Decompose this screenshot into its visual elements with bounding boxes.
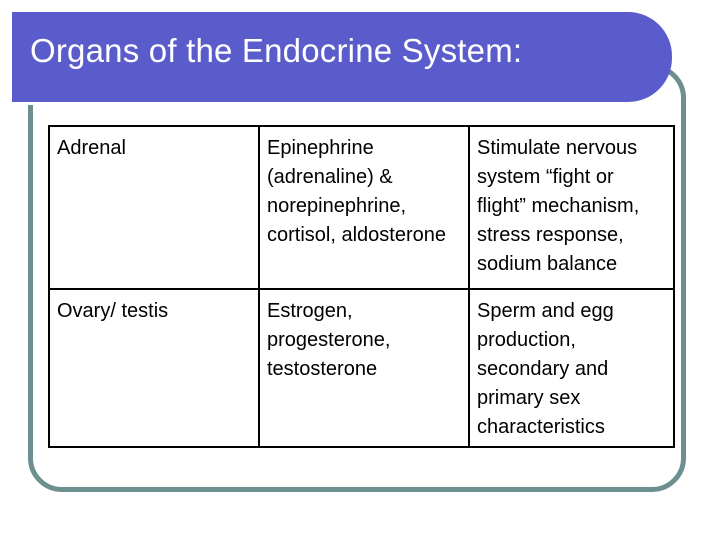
function-cell: Sperm and egg production, secondary and primary sex characteristics <box>469 289 674 447</box>
hormones-cell: Estrogen, progesterone, testosterone <box>259 289 469 447</box>
organ-cell: Ovary/ testis <box>49 289 259 447</box>
function-cell: Stimulate nervous system “fight or flight” mechanism, stress response, sodium balance <box>469 126 674 289</box>
hormones-cell: Epinephrine (adrenaline) & norepinephrine, cortisol, aldosterone <box>259 126 469 289</box>
table-row <box>49 126 674 289</box>
table-row <box>49 289 674 447</box>
slide-title: Organs of the Endocrine System: <box>30 32 523 69</box>
organ-cell: Adrenal <box>49 126 259 289</box>
endocrine-table <box>48 125 675 448</box>
title-underline <box>12 102 638 105</box>
